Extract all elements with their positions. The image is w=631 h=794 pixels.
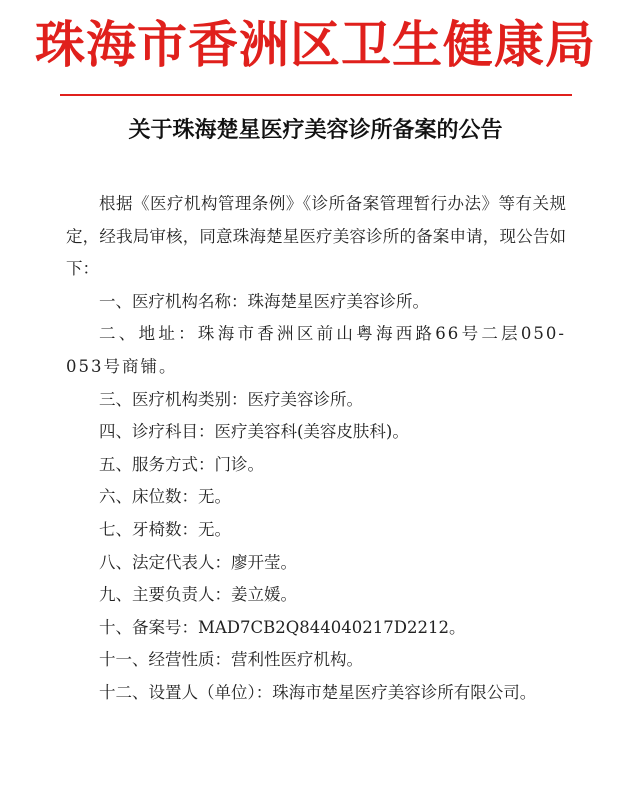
item-address: 二、地址：珠海市香洲区前山粤海西路66号二层050-053号商铺。	[66, 324, 566, 376]
item-dental-chair-count: 七、牙椅数：无。	[99, 519, 231, 539]
item-treatment-subjects: 四、诊疗科目：医疗美容科(美容皮肤科)。	[99, 422, 409, 442]
item-establishing-entity: 十二、设置人（单位）：珠海市楚星医疗美容诊所有限公司。	[99, 682, 537, 702]
item-legal-representative: 八、法定代表人：廖开莹。	[99, 552, 297, 572]
item-institution-category: 三、医疗机构类别：医疗美容诊所。	[99, 389, 363, 409]
item-institution-name: 一、医疗机构名称：珠海楚星医疗美容诊所。	[99, 291, 429, 311]
item-bed-count: 六、床位数：无。	[99, 487, 231, 507]
notice-body	[66, 188, 566, 710]
intro-paragraph: 根据《医疗机构管理条例》《诊所备案管理暂行办法》等有关规定，经我局审核，同意珠海楚星医疗美容诊所的备案申请，现公告如下：	[66, 194, 566, 279]
item-service-mode: 五、服务方式：门诊。	[99, 454, 264, 474]
notice-title: 关于珠海楚星医疗美容诊所备案的公告	[128, 117, 503, 143]
item-principal-in-charge: 九、主要负责人：姜立媛。	[99, 585, 297, 605]
item-filing-number: 十、备案号：MAD7CB2Q844040217D2212。	[99, 617, 466, 637]
masthead-divider	[60, 94, 572, 96]
item-business-nature: 十一、经营性质：营利性医疗机构。	[99, 650, 363, 670]
agency-masthead: 珠海市香洲区卫生健康局	[35, 16, 596, 74]
